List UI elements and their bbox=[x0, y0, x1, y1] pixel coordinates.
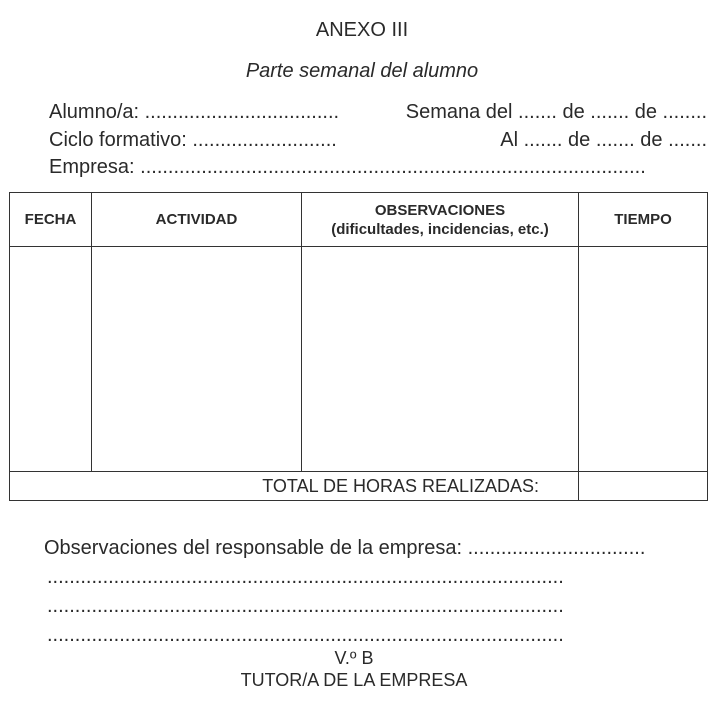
weekly-report-table bbox=[9, 192, 708, 501]
column-header-observaciones bbox=[302, 193, 579, 247]
table-header-row bbox=[10, 193, 708, 247]
table-total-row bbox=[10, 472, 708, 501]
table-body-row bbox=[10, 247, 708, 472]
column-header-fecha: FECHA bbox=[10, 193, 92, 247]
alumno-field: Alumno/a: ................................... bbox=[49, 101, 340, 123]
fecha-cell[interactable] bbox=[10, 247, 92, 472]
al-field: Al ....... de ....... de ....... bbox=[500, 129, 707, 151]
tiempo-cell[interactable] bbox=[579, 247, 708, 472]
observations-line-3: ............................................................................................. bbox=[47, 624, 564, 646]
observaciones-cell[interactable] bbox=[302, 247, 579, 472]
observations-label: Observaciones del responsable de la empresa: ................................ bbox=[44, 537, 646, 559]
column-header-tiempo: TIEMPO bbox=[579, 193, 708, 247]
document-subtitle: Parte semanal del alumno bbox=[245, 60, 479, 82]
total-hours-label: TOTAL DE HORAS REALIZADAS: bbox=[10, 472, 579, 501]
document-title: ANEXO III bbox=[315, 19, 409, 41]
ciclo-formativo-field: Ciclo formativo: .......................... bbox=[49, 129, 337, 151]
actividad-cell[interactable] bbox=[92, 247, 302, 472]
empresa-field: Empresa: ........................................................................................... bbox=[49, 156, 646, 178]
observaciones-label: OBSERVACIONES bbox=[374, 201, 506, 219]
observaciones-sublabel: (dificultades, incidencias, etc.) bbox=[331, 220, 549, 238]
observations-line-2: ............................................................................................. bbox=[47, 595, 564, 617]
visto-bueno: V.º B bbox=[334, 648, 374, 668]
observations-line-1: ............................................................................................. bbox=[47, 566, 564, 588]
total-hours-cell[interactable] bbox=[579, 472, 708, 501]
tutor-empresa-label: TUTOR/A DE LA EMPRESA bbox=[240, 670, 468, 690]
semana-del-field: Semana del ....... de ....... de ........ bbox=[405, 101, 707, 123]
column-header-actividad: ACTIVIDAD bbox=[92, 193, 302, 247]
